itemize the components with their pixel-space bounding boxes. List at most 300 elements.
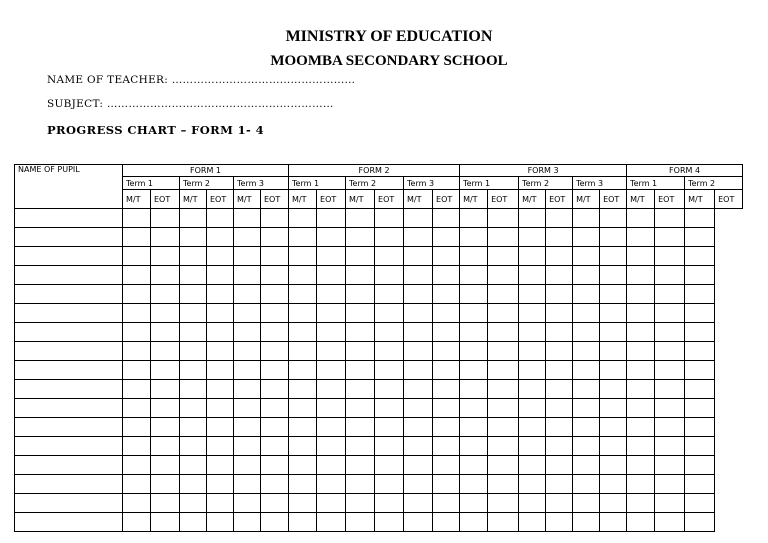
mark-cell[interactable] bbox=[573, 304, 600, 323]
mark-cell[interactable] bbox=[317, 513, 346, 532]
mark-cell[interactable] bbox=[289, 513, 317, 532]
mark-cell[interactable] bbox=[404, 513, 433, 532]
mark-cell[interactable] bbox=[433, 456, 460, 475]
mark-cell[interactable] bbox=[519, 209, 546, 228]
mark-cell[interactable] bbox=[404, 456, 433, 475]
pupil-name-cell[interactable] bbox=[15, 285, 123, 304]
mark-cell[interactable] bbox=[433, 266, 460, 285]
mark-cell[interactable] bbox=[289, 437, 317, 456]
mark-cell[interactable] bbox=[346, 494, 375, 513]
mark-cell[interactable] bbox=[655, 228, 685, 247]
mark-cell[interactable] bbox=[600, 361, 627, 380]
mark-cell[interactable] bbox=[180, 304, 207, 323]
mark-cell[interactable] bbox=[433, 437, 460, 456]
pupil-name-cell[interactable] bbox=[15, 437, 123, 456]
mark-cell[interactable] bbox=[346, 209, 375, 228]
mark-cell[interactable] bbox=[180, 418, 207, 437]
mark-cell[interactable] bbox=[488, 494, 519, 513]
mark-cell[interactable] bbox=[488, 437, 519, 456]
mark-cell[interactable] bbox=[685, 323, 715, 342]
mark-cell[interactable] bbox=[433, 399, 460, 418]
mark-cell[interactable] bbox=[488, 228, 519, 247]
mark-cell[interactable] bbox=[261, 494, 289, 513]
mark-cell[interactable] bbox=[123, 437, 151, 456]
mark-cell[interactable] bbox=[317, 399, 346, 418]
mark-cell[interactable] bbox=[685, 266, 715, 285]
mark-cell[interactable] bbox=[151, 361, 180, 380]
mark-cell[interactable] bbox=[261, 361, 289, 380]
mark-cell[interactable] bbox=[655, 475, 685, 494]
mark-cell[interactable] bbox=[234, 228, 261, 247]
mark-cell[interactable] bbox=[600, 247, 627, 266]
mark-cell[interactable] bbox=[600, 304, 627, 323]
mark-cell[interactable] bbox=[573, 475, 600, 494]
mark-cell[interactable] bbox=[433, 304, 460, 323]
mark-cell[interactable] bbox=[685, 304, 715, 323]
mark-cell[interactable] bbox=[573, 399, 600, 418]
mark-cell[interactable] bbox=[573, 209, 600, 228]
mark-cell[interactable] bbox=[573, 437, 600, 456]
mark-cell[interactable] bbox=[685, 209, 715, 228]
mark-cell[interactable] bbox=[600, 475, 627, 494]
mark-cell[interactable] bbox=[375, 304, 404, 323]
mark-cell[interactable] bbox=[573, 323, 600, 342]
mark-cell[interactable] bbox=[234, 456, 261, 475]
mark-cell[interactable] bbox=[460, 323, 488, 342]
mark-cell[interactable] bbox=[685, 342, 715, 361]
mark-cell[interactable] bbox=[180, 209, 207, 228]
mark-cell[interactable] bbox=[207, 494, 234, 513]
mark-cell[interactable] bbox=[433, 247, 460, 266]
mark-cell[interactable] bbox=[151, 247, 180, 266]
mark-cell[interactable] bbox=[346, 513, 375, 532]
mark-cell[interactable] bbox=[433, 228, 460, 247]
mark-cell[interactable] bbox=[488, 247, 519, 266]
mark-cell[interactable] bbox=[317, 494, 346, 513]
mark-cell[interactable] bbox=[375, 456, 404, 475]
mark-cell[interactable] bbox=[546, 247, 573, 266]
mark-cell[interactable] bbox=[460, 437, 488, 456]
mark-cell[interactable] bbox=[151, 437, 180, 456]
mark-cell[interactable] bbox=[546, 437, 573, 456]
mark-cell[interactable] bbox=[180, 266, 207, 285]
mark-cell[interactable] bbox=[234, 209, 261, 228]
mark-cell[interactable] bbox=[207, 418, 234, 437]
mark-cell[interactable] bbox=[627, 513, 655, 532]
mark-cell[interactable] bbox=[460, 228, 488, 247]
mark-cell[interactable] bbox=[488, 418, 519, 437]
mark-cell[interactable] bbox=[123, 418, 151, 437]
mark-cell[interactable] bbox=[404, 304, 433, 323]
mark-cell[interactable] bbox=[404, 266, 433, 285]
mark-cell[interactable] bbox=[180, 475, 207, 494]
mark-cell[interactable] bbox=[488, 380, 519, 399]
mark-cell[interactable] bbox=[460, 456, 488, 475]
mark-cell[interactable] bbox=[404, 418, 433, 437]
mark-cell[interactable] bbox=[123, 380, 151, 399]
mark-cell[interactable] bbox=[207, 266, 234, 285]
mark-cell[interactable] bbox=[346, 285, 375, 304]
mark-cell[interactable] bbox=[685, 285, 715, 304]
mark-cell[interactable] bbox=[685, 399, 715, 418]
mark-cell[interactable] bbox=[600, 380, 627, 399]
mark-cell[interactable] bbox=[685, 456, 715, 475]
mark-cell[interactable] bbox=[123, 285, 151, 304]
mark-cell[interactable] bbox=[180, 494, 207, 513]
mark-cell[interactable] bbox=[317, 437, 346, 456]
mark-cell[interactable] bbox=[375, 475, 404, 494]
mark-cell[interactable] bbox=[151, 475, 180, 494]
mark-cell[interactable] bbox=[488, 266, 519, 285]
pupil-name-cell[interactable] bbox=[15, 266, 123, 285]
mark-cell[interactable] bbox=[519, 380, 546, 399]
mark-cell[interactable] bbox=[433, 361, 460, 380]
mark-cell[interactable] bbox=[289, 418, 317, 437]
mark-cell[interactable] bbox=[180, 342, 207, 361]
mark-cell[interactable] bbox=[180, 285, 207, 304]
mark-cell[interactable] bbox=[600, 437, 627, 456]
mark-cell[interactable] bbox=[151, 304, 180, 323]
pupil-name-cell[interactable] bbox=[15, 475, 123, 494]
pupil-name-cell[interactable] bbox=[15, 342, 123, 361]
mark-cell[interactable] bbox=[546, 513, 573, 532]
mark-cell[interactable] bbox=[488, 209, 519, 228]
mark-cell[interactable] bbox=[685, 437, 715, 456]
mark-cell[interactable] bbox=[460, 209, 488, 228]
mark-cell[interactable] bbox=[433, 513, 460, 532]
mark-cell[interactable] bbox=[573, 266, 600, 285]
mark-cell[interactable] bbox=[123, 266, 151, 285]
mark-cell[interactable] bbox=[655, 456, 685, 475]
mark-cell[interactable] bbox=[404, 228, 433, 247]
mark-cell[interactable] bbox=[375, 380, 404, 399]
mark-cell[interactable] bbox=[317, 247, 346, 266]
mark-cell[interactable] bbox=[519, 304, 546, 323]
mark-cell[interactable] bbox=[123, 513, 151, 532]
mark-cell[interactable] bbox=[627, 361, 655, 380]
mark-cell[interactable] bbox=[289, 266, 317, 285]
mark-cell[interactable] bbox=[289, 475, 317, 494]
mark-cell[interactable] bbox=[460, 266, 488, 285]
mark-cell[interactable] bbox=[460, 361, 488, 380]
mark-cell[interactable] bbox=[433, 380, 460, 399]
mark-cell[interactable] bbox=[207, 437, 234, 456]
mark-cell[interactable] bbox=[180, 323, 207, 342]
mark-cell[interactable] bbox=[685, 247, 715, 266]
mark-cell[interactable] bbox=[261, 209, 289, 228]
mark-cell[interactable] bbox=[404, 247, 433, 266]
mark-cell[interactable] bbox=[519, 342, 546, 361]
mark-cell[interactable] bbox=[289, 361, 317, 380]
mark-cell[interactable] bbox=[123, 399, 151, 418]
mark-cell[interactable] bbox=[151, 342, 180, 361]
mark-cell[interactable] bbox=[600, 228, 627, 247]
mark-cell[interactable] bbox=[546, 342, 573, 361]
mark-cell[interactable] bbox=[261, 456, 289, 475]
mark-cell[interactable] bbox=[123, 209, 151, 228]
mark-cell[interactable] bbox=[404, 209, 433, 228]
mark-cell[interactable] bbox=[519, 285, 546, 304]
mark-cell[interactable] bbox=[460, 399, 488, 418]
mark-cell[interactable] bbox=[123, 475, 151, 494]
mark-cell[interactable] bbox=[488, 399, 519, 418]
mark-cell[interactable] bbox=[346, 342, 375, 361]
mark-cell[interactable] bbox=[573, 513, 600, 532]
mark-cell[interactable] bbox=[346, 399, 375, 418]
mark-cell[interactable] bbox=[519, 247, 546, 266]
mark-cell[interactable] bbox=[151, 456, 180, 475]
mark-cell[interactable] bbox=[655, 209, 685, 228]
mark-cell[interactable] bbox=[546, 399, 573, 418]
mark-cell[interactable] bbox=[433, 209, 460, 228]
mark-cell[interactable] bbox=[317, 285, 346, 304]
mark-cell[interactable] bbox=[685, 475, 715, 494]
mark-cell[interactable] bbox=[151, 323, 180, 342]
mark-cell[interactable] bbox=[655, 304, 685, 323]
mark-cell[interactable] bbox=[655, 437, 685, 456]
mark-cell[interactable] bbox=[207, 475, 234, 494]
mark-cell[interactable] bbox=[655, 285, 685, 304]
mark-cell[interactable] bbox=[573, 418, 600, 437]
mark-cell[interactable] bbox=[488, 456, 519, 475]
mark-cell[interactable] bbox=[600, 494, 627, 513]
mark-cell[interactable] bbox=[234, 437, 261, 456]
mark-cell[interactable] bbox=[519, 228, 546, 247]
mark-cell[interactable] bbox=[346, 475, 375, 494]
mark-cell[interactable] bbox=[375, 437, 404, 456]
mark-cell[interactable] bbox=[123, 494, 151, 513]
mark-cell[interactable] bbox=[404, 342, 433, 361]
mark-cell[interactable] bbox=[404, 494, 433, 513]
mark-cell[interactable] bbox=[180, 513, 207, 532]
mark-cell[interactable] bbox=[151, 399, 180, 418]
mark-cell[interactable] bbox=[261, 304, 289, 323]
mark-cell[interactable] bbox=[261, 399, 289, 418]
mark-cell[interactable] bbox=[317, 418, 346, 437]
mark-cell[interactable] bbox=[261, 247, 289, 266]
mark-cell[interactable] bbox=[404, 285, 433, 304]
mark-cell[interactable] bbox=[346, 247, 375, 266]
mark-cell[interactable] bbox=[655, 494, 685, 513]
mark-cell[interactable] bbox=[151, 228, 180, 247]
mark-cell[interactable] bbox=[289, 247, 317, 266]
mark-cell[interactable] bbox=[346, 266, 375, 285]
mark-cell[interactable] bbox=[627, 247, 655, 266]
mark-cell[interactable] bbox=[519, 361, 546, 380]
mark-cell[interactable] bbox=[546, 266, 573, 285]
mark-cell[interactable] bbox=[573, 247, 600, 266]
mark-cell[interactable] bbox=[151, 285, 180, 304]
pupil-name-cell[interactable] bbox=[15, 323, 123, 342]
mark-cell[interactable] bbox=[600, 456, 627, 475]
pupil-name-cell[interactable] bbox=[15, 456, 123, 475]
mark-cell[interactable] bbox=[375, 342, 404, 361]
mark-cell[interactable] bbox=[600, 418, 627, 437]
mark-cell[interactable] bbox=[317, 380, 346, 399]
mark-cell[interactable] bbox=[685, 513, 715, 532]
mark-cell[interactable] bbox=[600, 285, 627, 304]
mark-cell[interactable] bbox=[573, 361, 600, 380]
mark-cell[interactable] bbox=[460, 475, 488, 494]
mark-cell[interactable] bbox=[600, 513, 627, 532]
mark-cell[interactable] bbox=[234, 513, 261, 532]
mark-cell[interactable] bbox=[546, 304, 573, 323]
mark-cell[interactable] bbox=[600, 209, 627, 228]
mark-cell[interactable] bbox=[519, 456, 546, 475]
mark-cell[interactable] bbox=[573, 494, 600, 513]
mark-cell[interactable] bbox=[375, 323, 404, 342]
mark-cell[interactable] bbox=[600, 342, 627, 361]
mark-cell[interactable] bbox=[460, 285, 488, 304]
mark-cell[interactable] bbox=[234, 418, 261, 437]
pupil-name-cell[interactable] bbox=[15, 209, 123, 228]
mark-cell[interactable] bbox=[234, 361, 261, 380]
mark-cell[interactable] bbox=[460, 494, 488, 513]
mark-cell[interactable] bbox=[317, 361, 346, 380]
mark-cell[interactable] bbox=[261, 323, 289, 342]
mark-cell[interactable] bbox=[123, 361, 151, 380]
mark-cell[interactable] bbox=[627, 418, 655, 437]
mark-cell[interactable] bbox=[346, 323, 375, 342]
mark-cell[interactable] bbox=[346, 304, 375, 323]
mark-cell[interactable] bbox=[151, 513, 180, 532]
mark-cell[interactable] bbox=[123, 323, 151, 342]
mark-cell[interactable] bbox=[655, 323, 685, 342]
mark-cell[interactable] bbox=[234, 304, 261, 323]
mark-cell[interactable] bbox=[627, 304, 655, 323]
mark-cell[interactable] bbox=[289, 399, 317, 418]
mark-cell[interactable] bbox=[346, 418, 375, 437]
pupil-name-cell[interactable] bbox=[15, 304, 123, 323]
mark-cell[interactable] bbox=[289, 380, 317, 399]
mark-cell[interactable] bbox=[180, 380, 207, 399]
mark-cell[interactable] bbox=[317, 475, 346, 494]
mark-cell[interactable] bbox=[375, 494, 404, 513]
mark-cell[interactable] bbox=[627, 342, 655, 361]
mark-cell[interactable] bbox=[234, 247, 261, 266]
mark-cell[interactable] bbox=[685, 494, 715, 513]
mark-cell[interactable] bbox=[519, 494, 546, 513]
mark-cell[interactable] bbox=[261, 342, 289, 361]
mark-cell[interactable] bbox=[289, 342, 317, 361]
mark-cell[interactable] bbox=[261, 475, 289, 494]
mark-cell[interactable] bbox=[433, 342, 460, 361]
mark-cell[interactable] bbox=[207, 513, 234, 532]
mark-cell[interactable] bbox=[261, 266, 289, 285]
mark-cell[interactable] bbox=[460, 342, 488, 361]
mark-cell[interactable] bbox=[433, 494, 460, 513]
mark-cell[interactable] bbox=[404, 361, 433, 380]
mark-cell[interactable] bbox=[460, 247, 488, 266]
mark-cell[interactable] bbox=[519, 475, 546, 494]
mark-cell[interactable] bbox=[317, 456, 346, 475]
mark-cell[interactable] bbox=[207, 247, 234, 266]
mark-cell[interactable] bbox=[488, 323, 519, 342]
mark-cell[interactable] bbox=[655, 513, 685, 532]
mark-cell[interactable] bbox=[346, 437, 375, 456]
mark-cell[interactable] bbox=[207, 399, 234, 418]
mark-cell[interactable] bbox=[317, 209, 346, 228]
mark-cell[interactable] bbox=[519, 437, 546, 456]
mark-cell[interactable] bbox=[488, 342, 519, 361]
mark-cell[interactable] bbox=[460, 513, 488, 532]
mark-cell[interactable] bbox=[207, 380, 234, 399]
mark-cell[interactable] bbox=[546, 418, 573, 437]
mark-cell[interactable] bbox=[207, 228, 234, 247]
mark-cell[interactable] bbox=[627, 399, 655, 418]
pupil-name-cell[interactable] bbox=[15, 494, 123, 513]
mark-cell[interactable] bbox=[261, 437, 289, 456]
mark-cell[interactable] bbox=[627, 437, 655, 456]
mark-cell[interactable] bbox=[404, 475, 433, 494]
pupil-name-cell[interactable] bbox=[15, 228, 123, 247]
mark-cell[interactable] bbox=[519, 399, 546, 418]
mark-cell[interactable] bbox=[234, 342, 261, 361]
mark-cell[interactable] bbox=[546, 323, 573, 342]
mark-cell[interactable] bbox=[655, 342, 685, 361]
pupil-name-cell[interactable] bbox=[15, 247, 123, 266]
mark-cell[interactable] bbox=[573, 380, 600, 399]
pupil-name-cell[interactable] bbox=[15, 361, 123, 380]
mark-cell[interactable] bbox=[685, 418, 715, 437]
mark-cell[interactable] bbox=[519, 323, 546, 342]
mark-cell[interactable] bbox=[123, 304, 151, 323]
mark-cell[interactable] bbox=[460, 304, 488, 323]
mark-cell[interactable] bbox=[207, 304, 234, 323]
mark-cell[interactable] bbox=[289, 304, 317, 323]
mark-cell[interactable] bbox=[289, 323, 317, 342]
mark-cell[interactable] bbox=[234, 494, 261, 513]
mark-cell[interactable] bbox=[317, 323, 346, 342]
mark-cell[interactable] bbox=[685, 380, 715, 399]
mark-cell[interactable] bbox=[234, 475, 261, 494]
mark-cell[interactable] bbox=[346, 361, 375, 380]
mark-cell[interactable] bbox=[289, 209, 317, 228]
mark-cell[interactable] bbox=[317, 228, 346, 247]
mark-cell[interactable] bbox=[180, 228, 207, 247]
mark-cell[interactable] bbox=[488, 361, 519, 380]
mark-cell[interactable] bbox=[488, 304, 519, 323]
mark-cell[interactable] bbox=[546, 494, 573, 513]
mark-cell[interactable] bbox=[207, 285, 234, 304]
mark-cell[interactable] bbox=[289, 285, 317, 304]
mark-cell[interactable] bbox=[207, 209, 234, 228]
mark-cell[interactable] bbox=[433, 285, 460, 304]
mark-cell[interactable] bbox=[207, 323, 234, 342]
mark-cell[interactable] bbox=[234, 266, 261, 285]
mark-cell[interactable] bbox=[655, 361, 685, 380]
mark-cell[interactable] bbox=[519, 266, 546, 285]
mark-cell[interactable] bbox=[404, 323, 433, 342]
mark-cell[interactable] bbox=[627, 209, 655, 228]
mark-cell[interactable] bbox=[207, 361, 234, 380]
mark-cell[interactable] bbox=[375, 266, 404, 285]
mark-cell[interactable] bbox=[346, 380, 375, 399]
mark-cell[interactable] bbox=[627, 228, 655, 247]
mark-cell[interactable] bbox=[151, 266, 180, 285]
mark-cell[interactable] bbox=[151, 418, 180, 437]
mark-cell[interactable] bbox=[375, 228, 404, 247]
mark-cell[interactable] bbox=[655, 247, 685, 266]
mark-cell[interactable] bbox=[627, 323, 655, 342]
mark-cell[interactable] bbox=[289, 228, 317, 247]
mark-cell[interactable] bbox=[627, 475, 655, 494]
mark-cell[interactable] bbox=[433, 323, 460, 342]
mark-cell[interactable] bbox=[261, 418, 289, 437]
mark-cell[interactable] bbox=[546, 361, 573, 380]
mark-cell[interactable] bbox=[519, 513, 546, 532]
mark-cell[interactable] bbox=[573, 228, 600, 247]
